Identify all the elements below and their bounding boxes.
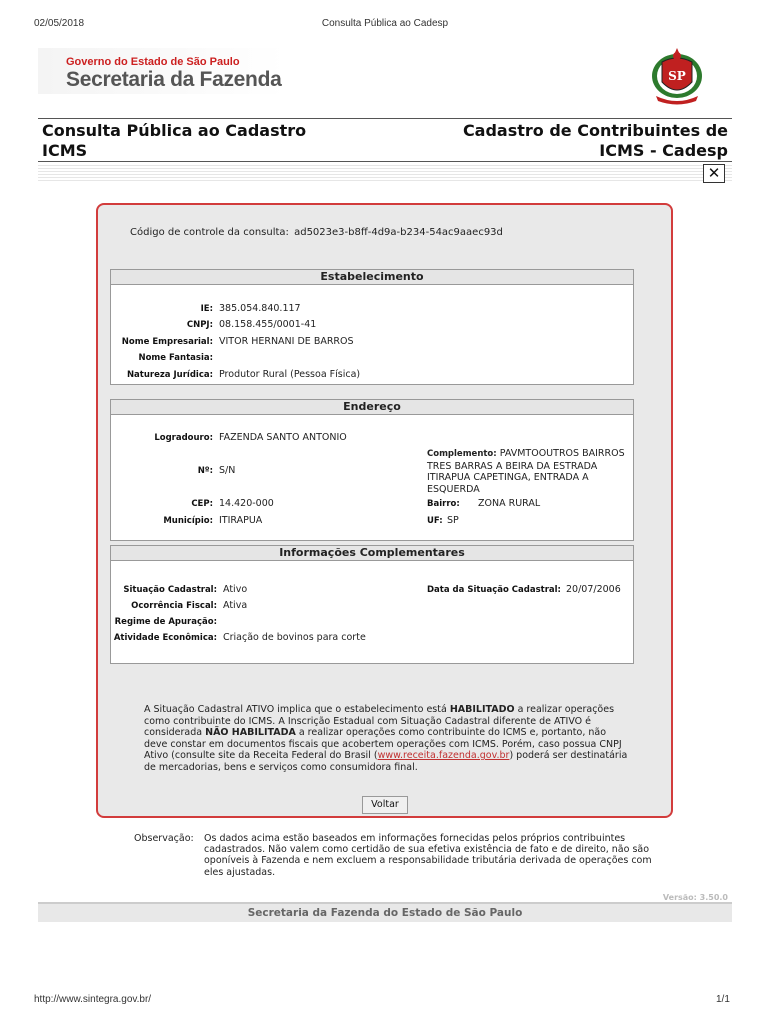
complemento-label: Complemento: — [427, 449, 497, 459]
cep-label: CEP: — [191, 499, 213, 509]
voltar-button[interactable]: Voltar — [362, 796, 408, 814]
atividade-economica-value: Criação de bovinos para corte — [223, 632, 366, 643]
notice-habilitado: HABILITADO — [449, 704, 515, 715]
page-title-right — [430, 121, 728, 161]
data-situacao-value: 20/07/2006 — [566, 584, 621, 595]
situacao-cadastral-label: Situação Cadastral: — [123, 585, 217, 595]
atividade-economica-label: Atividade Econômica: — [113, 633, 217, 643]
nome-empresarial-value: VITOR HERNANI DE BARROS — [219, 336, 354, 347]
title-top-rule — [38, 118, 732, 119]
logradouro-value: FAZENDA SANTO ANTONIO — [219, 432, 347, 443]
bairro-label: Bairro: — [427, 499, 460, 509]
sp-coat-of-arms-icon — [648, 46, 706, 106]
control-code — [128, 227, 503, 238]
page-title-right-line2: ICMS - Cadesp — [599, 141, 728, 160]
notice-nao-habilitada: NÃO HABILITADA — [205, 727, 296, 738]
situacao-notice — [144, 704, 630, 773]
print-url: http://www.sintegra.gov.br/ — [34, 994, 152, 1005]
complemento — [427, 448, 627, 495]
endereco-heading: Endereço — [111, 400, 633, 415]
page-title-left — [42, 121, 362, 161]
print-page-number: 1/1 — [716, 994, 730, 1005]
print-date: 02/05/2018 — [34, 18, 85, 29]
page-title-left-line1: Consulta Pública ao Cadastro — [42, 121, 307, 140]
cep-value: 14.420-000 — [219, 498, 274, 509]
ocorrencia-fiscal-label: Ocorrência Fiscal: — [131, 601, 217, 611]
ie-value: 385.054.840.117 — [219, 303, 301, 314]
notice-text-4: ) poderá ser destinatária de mercadorias, bens e serviços como consumidora final. — [144, 750, 628, 773]
municipio-label: Município: — [163, 516, 213, 526]
control-code-value: ad5023e3-b8ff-4d9a-b234-54ac9aaec93d — [294, 227, 503, 238]
observacao-label: Observação: — [134, 833, 194, 844]
seal-letters: SP — [668, 69, 686, 83]
page-title-right-line1: Cadastro de Contribuintes de — [462, 121, 728, 140]
notice-text-2: a realizar operações como contribuinte do ICMS. A Inscrição Estadual com Situação Cadastral diferente de ATIVO é considerada — [144, 704, 615, 738]
page-title-left-line2: ICMS — [42, 141, 88, 160]
nome-empresarial-label: Nome Empresarial: — [121, 337, 213, 347]
control-code-label: Código de controle da consulta: — [130, 227, 289, 238]
complemento-value: PAVMTOOUTROS BAIRROS TRES BARRAS A BEIRA DA ESTRADA ITIRAPUA CAPETINGA, ENTRADA A ESQUERDA — [427, 448, 625, 495]
close-icon[interactable]: ✕ — [703, 164, 725, 183]
gov-logo-line2: Secretaria da Fazenda — [66, 68, 282, 91]
print-title: Consulta Pública ao Cadesp — [321, 18, 449, 29]
data-situacao-label: Data da Situação Cadastral: — [427, 585, 561, 595]
municipio-value: ITIRAPUA — [219, 515, 263, 526]
footer-bar: Secretaria da Fazenda do Estado de São Paulo — [38, 902, 732, 922]
ocorrencia-fiscal-value: Ativa — [223, 600, 248, 611]
nome-fantasia-label: Nome Fantasia: — [138, 353, 213, 363]
bairro-value: ZONA RURAL — [478, 498, 541, 509]
cnpj-label: CNPJ: — [186, 320, 213, 330]
estabelecimento-heading: Estabelecimento — [111, 270, 633, 285]
notice-text-1: A Situação Cadastral ATIVO implica que o estabelecimento está — [144, 704, 450, 715]
natureza-juridica-value: Produtor Rural (Pessoa Física) — [219, 369, 361, 380]
numero-value: S/N — [219, 465, 236, 476]
informacoes-heading: Informações Complementares — [111, 546, 633, 561]
situacao-cadastral-value: Ativo — [223, 584, 248, 595]
ie-label: IE: — [200, 304, 213, 314]
uf-label: UF: — [427, 516, 443, 526]
natureza-juridica-label: Natureza Jurídica: — [126, 370, 213, 380]
gov-logo-line1: Governo do Estado de São Paulo — [66, 56, 240, 68]
version-label: Versão: 3.50.0 — [662, 893, 728, 902]
observacao-text: Os dados acima estão baseados em informações fornecidas pelos próprios contribuintes cadastrados. Não valem como certidão de sua efetiva existência de fato e de direito, não são oponíveis à Fazenda e nem excluem a responsabilidade tributária derivada de operações com eles ajustadas. — [204, 833, 652, 878]
title-bottom-rule — [38, 161, 732, 162]
gov-logo — [66, 56, 281, 92]
uf-value: SP — [447, 515, 459, 526]
notice-text-3: a realizar operações como contribuinte do ICMS e, portanto, não deve constar em documentos fiscais que acobertem operações com ICMS. Porém, caso possua CNPJ Ativo (consulte site da Receita Federal do Brasil ( — [144, 727, 622, 761]
logradouro-label: Logradouro: — [154, 433, 213, 443]
receita-federal-link[interactable]: www.receita.fazenda.gov.br — [377, 750, 510, 761]
striped-divider — [38, 165, 732, 183]
numero-label: Nº: — [197, 466, 213, 476]
cnpj-value: 08.158.455/0001-41 — [219, 319, 317, 330]
regime-apuracao-label: Regime de Apuração: — [114, 617, 217, 627]
